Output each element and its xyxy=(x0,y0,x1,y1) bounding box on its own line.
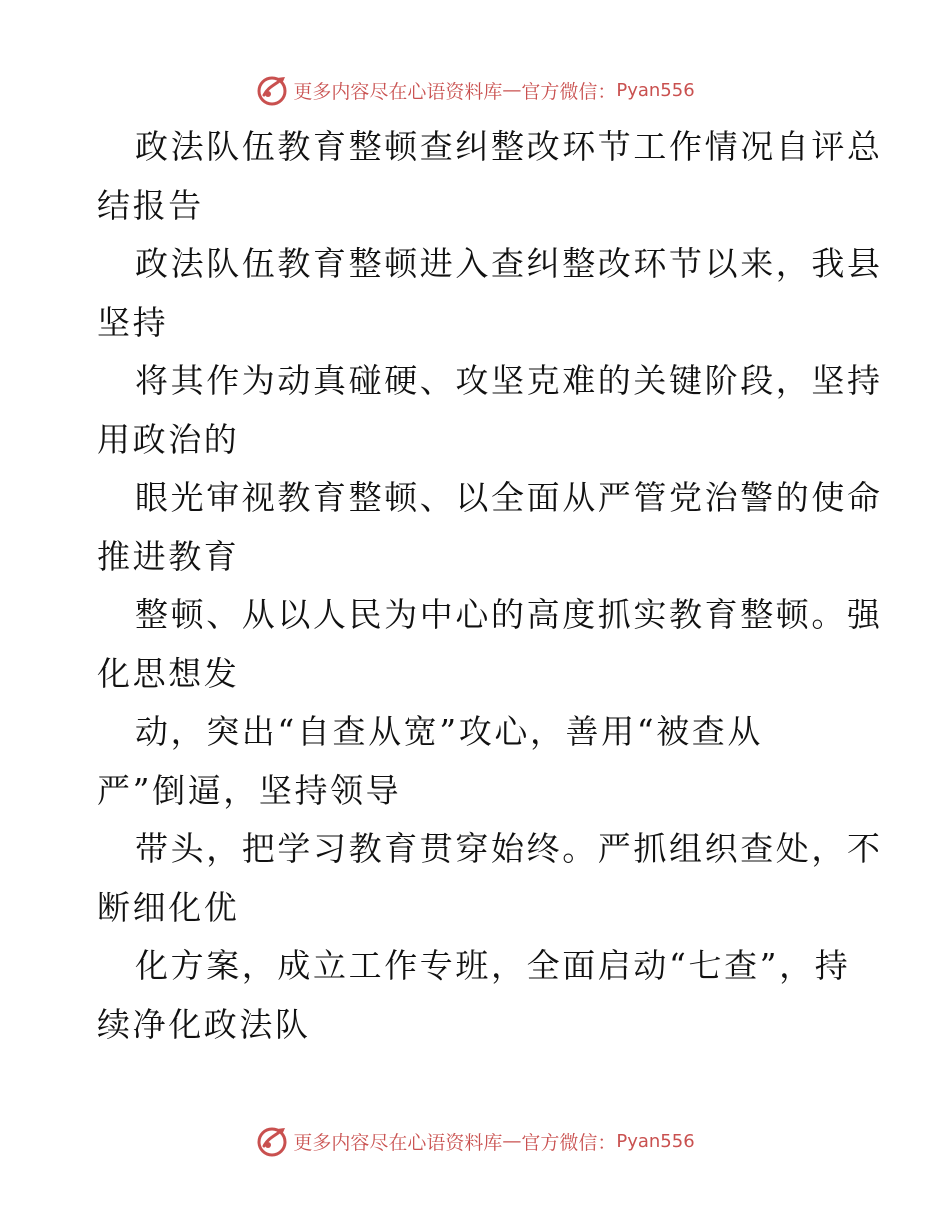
paragraph-line: 政法队伍教育整顿进入查纠整改环节以来，我县 xyxy=(135,244,883,283)
document-body xyxy=(97,118,883,1054)
watermark-brand: 更多内容尽在心语资料库 xyxy=(293,80,503,103)
brand-logo-icon xyxy=(255,73,289,107)
paragraph-line: 化思想发 xyxy=(97,653,240,693)
header-watermark xyxy=(0,70,950,110)
paragraph-line: 带头，把学习教育贯穿始终。严抓组织查处，不 xyxy=(135,829,883,868)
paragraph xyxy=(97,586,883,703)
paragraph-line: 动，突出“自查从宽”攻心，善用“被查从 xyxy=(135,712,764,751)
watermark-contact-id: Pyan556 xyxy=(616,1130,695,1152)
paragraph-line: 化方案，成立工作专班，全面启动“七查”，持 xyxy=(135,946,851,985)
paragraph xyxy=(97,703,857,820)
paragraph-line: 用政治的 xyxy=(97,419,240,459)
paragraph-line: 整顿、从以人民为中心的高度抓实教育整顿。强 xyxy=(135,595,883,634)
paragraph-line: 坚持 xyxy=(97,302,169,342)
paragraph xyxy=(97,820,883,937)
paragraph xyxy=(97,937,857,1054)
paragraph xyxy=(97,469,883,586)
paragraph-line: 政法队伍教育整顿查纠整改环节工作情况自评总 xyxy=(135,127,883,166)
watermark-contact-label: 官方微信： xyxy=(521,80,617,103)
paragraph-line: 推进教育 xyxy=(97,536,240,576)
paragraph xyxy=(97,235,883,352)
watermark-contact-id: Pyan556 xyxy=(616,79,695,101)
brand-logo-icon xyxy=(255,1124,289,1158)
paragraph-line: 将其作为动真碰硬、攻坚克难的关键阶段，坚持 xyxy=(135,361,883,400)
paragraph xyxy=(97,352,883,469)
paragraph-line: 断细化优 xyxy=(97,887,240,927)
paragraph-line: 眼光审视教育整顿、以全面从严管党治警的使命 xyxy=(135,478,883,517)
watermark-dash: — xyxy=(502,1130,522,1152)
watermark-dash: — xyxy=(502,79,522,101)
paragraph xyxy=(97,118,883,235)
paragraph-line: 严”倒逼，坚持领导 xyxy=(97,770,402,810)
paragraph-line: 续净化政法队 xyxy=(97,1004,311,1044)
watermark-brand: 更多内容尽在心语资料库 xyxy=(293,1131,503,1154)
footer-watermark xyxy=(0,1121,950,1161)
watermark-contact-label: 官方微信： xyxy=(521,1131,617,1154)
paragraph-line: 结报告 xyxy=(97,185,204,225)
